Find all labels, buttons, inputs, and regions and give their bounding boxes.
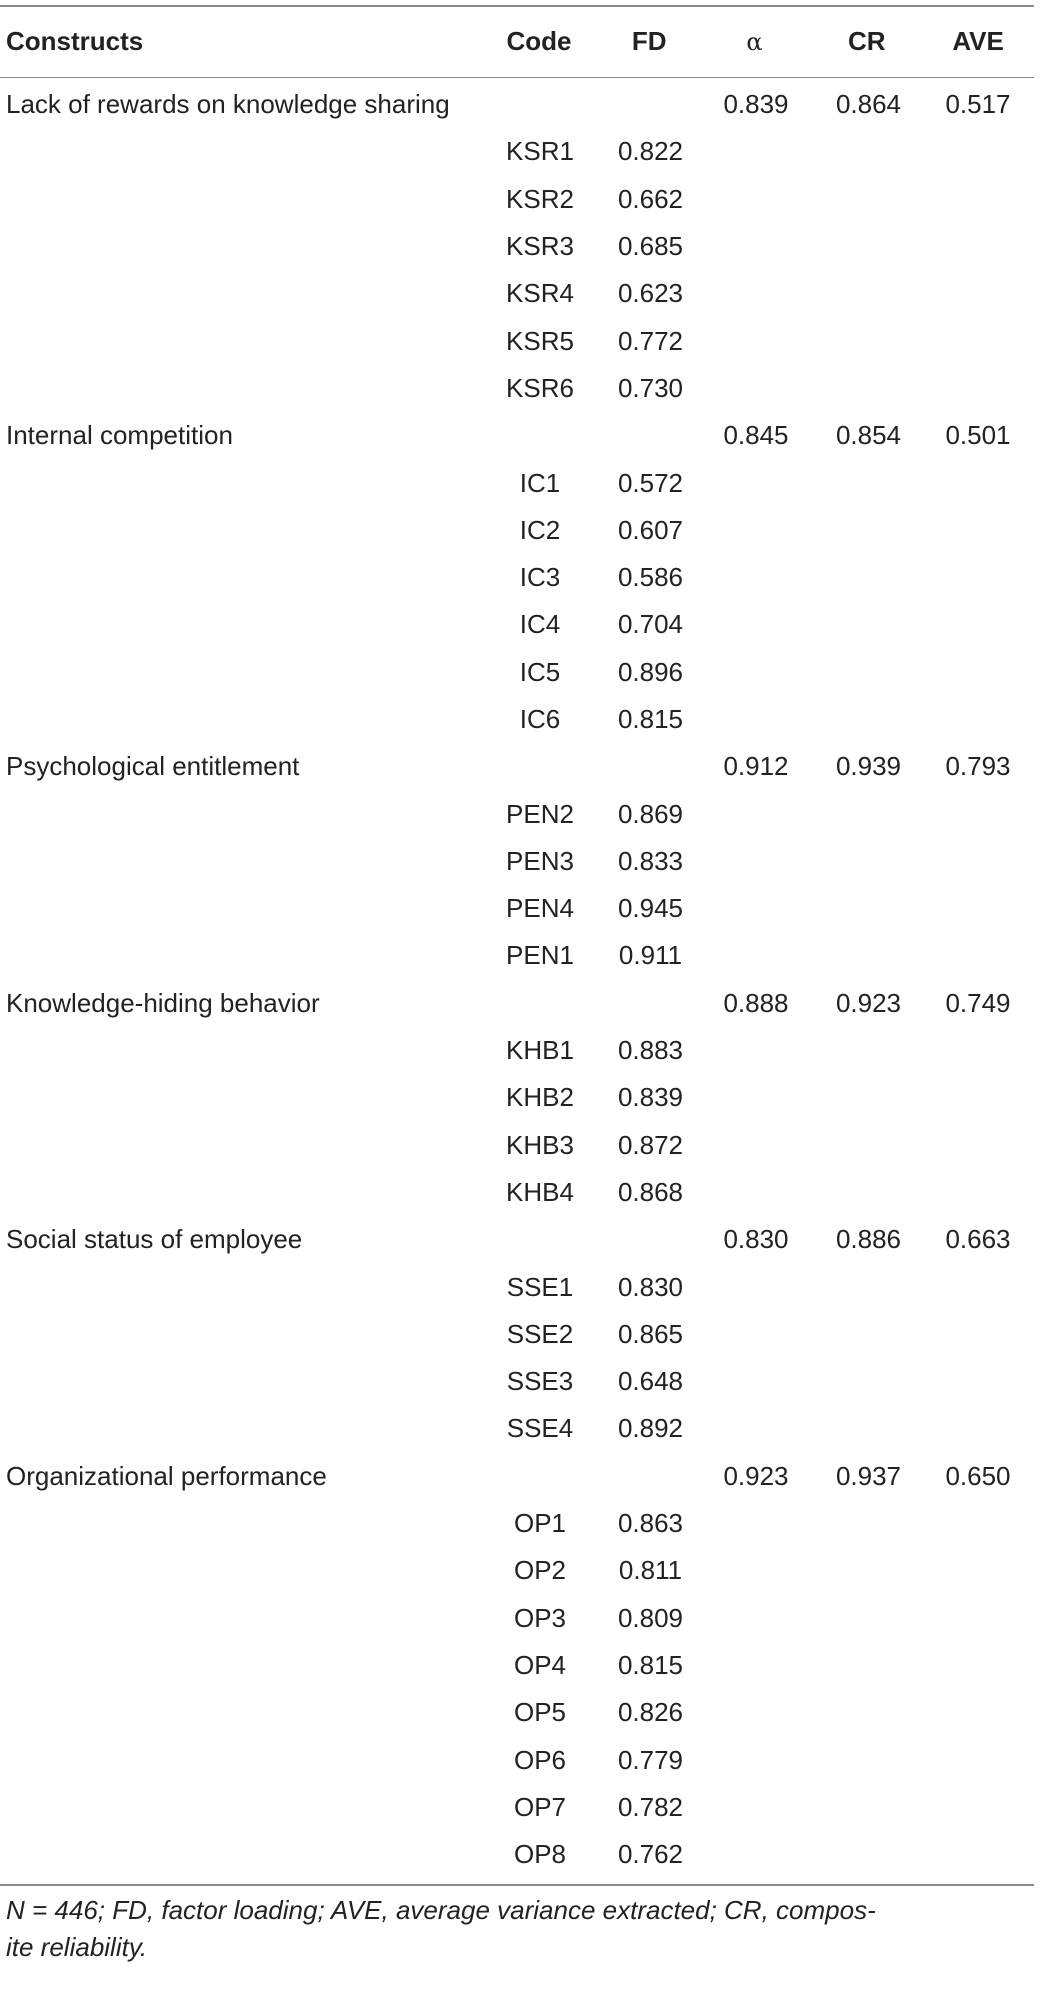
item-code: IC4 — [519, 609, 561, 640]
item-fd: 0.833 — [617, 845, 684, 876]
alpha-value: 0.923 — [723, 1460, 789, 1491]
item-row — [0, 1595, 1034, 1642]
item-code: IC1 — [519, 467, 561, 498]
construct-name: Internal competition — [6, 420, 233, 451]
footnote-line: N = 446; FD, factor loading; AVE, average variance extracted; CR, compos- — [6, 1894, 876, 1925]
item-fd: 0.863 — [617, 1508, 684, 1539]
item-code: KSR1 — [506, 136, 574, 167]
item-fd: 0.896 — [617, 656, 684, 687]
item-code: SSE4 — [506, 1413, 574, 1444]
item-code: PEN1 — [506, 940, 574, 971]
item-row — [0, 1547, 1034, 1594]
construct-name: Psychological entitlement — [6, 751, 300, 782]
item-fd: 0.648 — [617, 1366, 684, 1397]
ave-value: 0.517 — [945, 89, 1011, 120]
item-row — [0, 649, 1034, 696]
cr-value: 0.886 — [835, 1224, 902, 1255]
item-row — [0, 1358, 1034, 1405]
item-fd: 0.945 — [617, 893, 684, 924]
cr-value: 0.923 — [835, 987, 902, 1018]
ave-value: 0.749 — [945, 987, 1011, 1018]
item-row — [0, 932, 1034, 979]
item-code: KSR5 — [506, 325, 574, 356]
item-row — [0, 1642, 1034, 1689]
item-code: OP3 — [513, 1602, 567, 1633]
item-row — [0, 1122, 1034, 1169]
item-fd: 0.865 — [617, 1318, 684, 1349]
alpha-value: 0.888 — [723, 987, 789, 1018]
item-fd: 0.782 — [617, 1791, 684, 1822]
item-fd: 0.607 — [617, 514, 684, 545]
item-row — [0, 1831, 1034, 1878]
item-row — [0, 1784, 1034, 1831]
item-code: OP1 — [513, 1508, 567, 1539]
item-fd: 0.779 — [617, 1744, 684, 1775]
item-row — [0, 317, 1034, 364]
alpha-value: 0.912 — [723, 751, 789, 782]
construct-row — [0, 743, 1034, 790]
header-code: Code — [506, 26, 572, 56]
item-code: KSR3 — [506, 231, 574, 262]
item-row — [0, 838, 1034, 885]
cr-value: 0.937 — [835, 1460, 902, 1491]
item-code: OP2 — [513, 1555, 567, 1586]
item-fd: 0.869 — [617, 798, 684, 829]
construct-name: Organizational performance — [6, 1460, 327, 1491]
item-code: OP4 — [513, 1649, 567, 1680]
ave-value: 0.650 — [945, 1460, 1011, 1491]
item-fd: 0.815 — [617, 1649, 684, 1680]
item-row — [0, 696, 1034, 743]
ave-value: 0.501 — [945, 420, 1011, 451]
item-code: IC3 — [519, 562, 561, 593]
item-fd: 0.826 — [617, 1697, 684, 1728]
item-code: OP5 — [513, 1697, 567, 1728]
item-fd: 0.872 — [617, 1129, 684, 1160]
construct-name: Lack of rewards on knowledge sharing — [6, 89, 450, 120]
item-fd: 0.883 — [617, 1035, 684, 1066]
item-code: KHB4 — [506, 1176, 574, 1207]
header-cr: CR — [848, 26, 886, 56]
ave-value: 0.663 — [945, 1224, 1011, 1255]
item-row — [0, 790, 1034, 837]
construct-name: Social status of employee — [6, 1224, 303, 1255]
header-fd: FD — [631, 26, 667, 56]
item-row — [0, 601, 1034, 648]
item-row — [0, 507, 1034, 554]
footnote-line: ite reliability. — [6, 1931, 148, 1962]
item-row — [0, 128, 1034, 175]
item-fd: 0.772 — [617, 325, 684, 356]
item-fd: 0.685 — [617, 231, 684, 262]
item-fd: 0.830 — [617, 1271, 684, 1302]
table-body — [0, 78, 1034, 1884]
item-fd: 0.811 — [618, 1555, 683, 1586]
item-fd: 0.809 — [617, 1602, 684, 1633]
item-row — [0, 885, 1034, 932]
item-fd: 0.623 — [617, 278, 684, 309]
item-code: OP8 — [513, 1839, 567, 1870]
item-fd: 0.868 — [617, 1176, 684, 1207]
construct-row — [0, 81, 1034, 128]
item-row — [0, 459, 1034, 506]
item-code: OP7 — [513, 1791, 567, 1822]
item-row — [0, 1074, 1034, 1121]
item-fd: 0.572 — [617, 467, 684, 498]
construct-row — [0, 1453, 1034, 1500]
ave-value: 0.793 — [945, 751, 1011, 782]
item-code: KSR4 — [506, 278, 574, 309]
item-code: PEN3 — [506, 845, 574, 876]
construct-name: Knowledge-hiding behavior — [6, 987, 320, 1018]
alpha-value: 0.839 — [723, 89, 789, 120]
item-fd: 0.815 — [617, 704, 684, 734]
item-row — [0, 270, 1034, 317]
header-ave: AVE — [952, 26, 1004, 56]
item-row — [0, 1405, 1034, 1452]
alpha-value: 0.830 — [723, 1224, 789, 1255]
cr-value: 0.854 — [835, 420, 902, 451]
item-code: SSE1 — [506, 1271, 574, 1302]
item-code: IC6 — [519, 704, 561, 734]
item-fd: 0.911 — [618, 940, 683, 971]
item-row — [0, 1689, 1034, 1736]
item-code: KSR2 — [506, 183, 574, 214]
cr-value: 0.939 — [835, 751, 902, 782]
item-fd: 0.822 — [617, 136, 684, 167]
alpha-value: 0.845 — [723, 420, 789, 451]
construct-row — [0, 1216, 1034, 1263]
table-header-row — [0, 7, 1034, 77]
item-fd: 0.662 — [617, 183, 684, 214]
item-code: PEN4 — [506, 893, 574, 924]
item-row — [0, 1736, 1034, 1783]
item-fd: 0.762 — [617, 1839, 684, 1870]
cr-value: 0.864 — [835, 89, 902, 120]
item-row — [0, 1500, 1034, 1547]
item-code: IC5 — [519, 656, 561, 687]
item-code: KSR6 — [506, 372, 574, 403]
item-code: SSE2 — [506, 1318, 574, 1349]
item-row — [0, 1263, 1034, 1310]
item-row — [0, 176, 1034, 223]
item-fd: 0.704 — [617, 609, 684, 640]
item-fd: 0.730 — [617, 372, 684, 403]
header-constructs: Constructs — [6, 26, 144, 56]
item-row — [0, 1169, 1034, 1216]
construct-row — [0, 980, 1034, 1027]
item-row — [0, 1027, 1034, 1074]
item-code: KHB3 — [506, 1129, 574, 1160]
header-alpha: α — [746, 27, 763, 56]
construct-row — [0, 412, 1034, 459]
item-code: KHB1 — [506, 1035, 574, 1066]
item-code: KHB2 — [506, 1082, 574, 1113]
item-row — [0, 365, 1034, 412]
item-fd: 0.586 — [617, 562, 684, 593]
item-fd: 0.839 — [617, 1082, 684, 1113]
item-code: OP6 — [513, 1744, 567, 1775]
table-container — [0, 5, 1034, 1966]
item-code: IC2 — [519, 514, 561, 545]
item-code: PEN2 — [506, 798, 574, 829]
item-fd: 0.892 — [617, 1413, 684, 1444]
item-row — [0, 1311, 1034, 1358]
table-footnote — [0, 1886, 1034, 1966]
item-row — [0, 554, 1034, 601]
item-code: SSE3 — [506, 1366, 574, 1397]
item-row — [0, 223, 1034, 270]
